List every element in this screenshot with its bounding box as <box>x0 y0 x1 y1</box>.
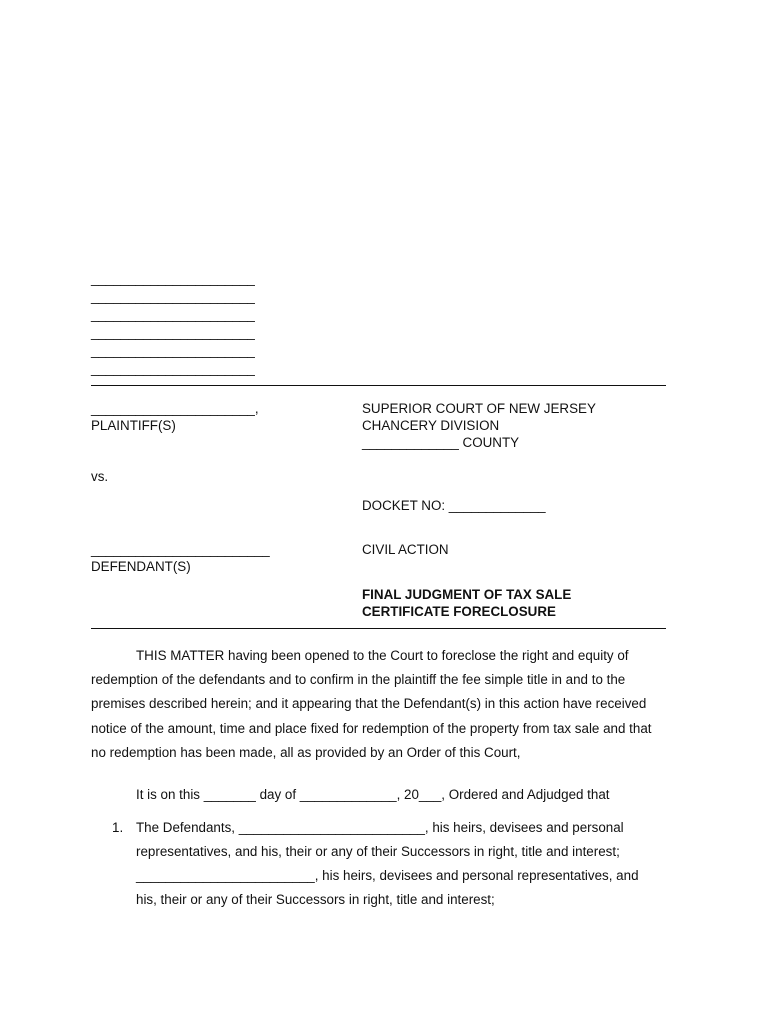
item-line: ________________________, his heirs, devisees and personal representatives, and <box>136 868 639 883</box>
defendant-line: ________________________ <box>91 542 270 557</box>
county-line: _____________ COUNTY <box>362 435 520 450</box>
document-title-line2: CERTIFICATE FORECLOSURE <box>362 604 556 619</box>
document-title-line1: FINAL JUDGMENT OF TAX SALE <box>362 587 572 602</box>
caption-top-rule <box>91 385 666 386</box>
blank-line: ______________________ <box>91 325 255 340</box>
docket-number: DOCKET NO: _____________ <box>362 498 546 513</box>
paragraph-line: redemption of the defendants and to confirm in the plaintiff the fee simple title in and to the <box>91 672 626 687</box>
plaintiff-label: PLAINTIFF(S) <box>91 418 176 433</box>
blank-line: ______________________ <box>91 271 255 286</box>
item-number: 1. <box>112 820 124 835</box>
paragraph-line: premises described herein; and it appearing that the Defendant(s) in this action have received <box>91 696 647 711</box>
caption-bottom-rule <box>91 628 666 629</box>
paragraph-line: notice of the amount, time and place fixed for redemption of the property from tax sale and that <box>91 721 652 736</box>
court-division: CHANCERY DIVISION <box>362 418 500 433</box>
versus-label: vs. <box>91 469 109 484</box>
court-name: SUPERIOR COURT OF NEW JERSEY <box>362 401 596 416</box>
blank-line: ______________________ <box>91 343 255 358</box>
paragraph-line: no redemption has been made, all as provided by an Order of this Court, <box>91 745 521 760</box>
action-type: CIVIL ACTION <box>362 542 449 557</box>
order-line: It is on this _______ day of _____________, 20___, Ordered and Adjudged that <box>136 787 610 802</box>
item-line: his, their or any of their Successors in right, title and interest; <box>136 892 495 907</box>
item-line: representatives, and his, their or any of their Successors in right, title and interest; <box>136 844 620 859</box>
blank-line: ______________________ <box>91 289 255 304</box>
defendant-label: DEFENDANT(S) <box>91 559 191 574</box>
plaintiff-line: ______________________, <box>91 401 259 416</box>
blank-line: ______________________ <box>91 361 255 376</box>
blank-line: ______________________ <box>91 307 255 322</box>
item-line: The Defendants, _________________________, his heirs, devisees and personal <box>136 820 624 835</box>
paragraph-line: THIS MATTER having been opened to the Court to foreclose the right and equity of <box>136 648 629 663</box>
